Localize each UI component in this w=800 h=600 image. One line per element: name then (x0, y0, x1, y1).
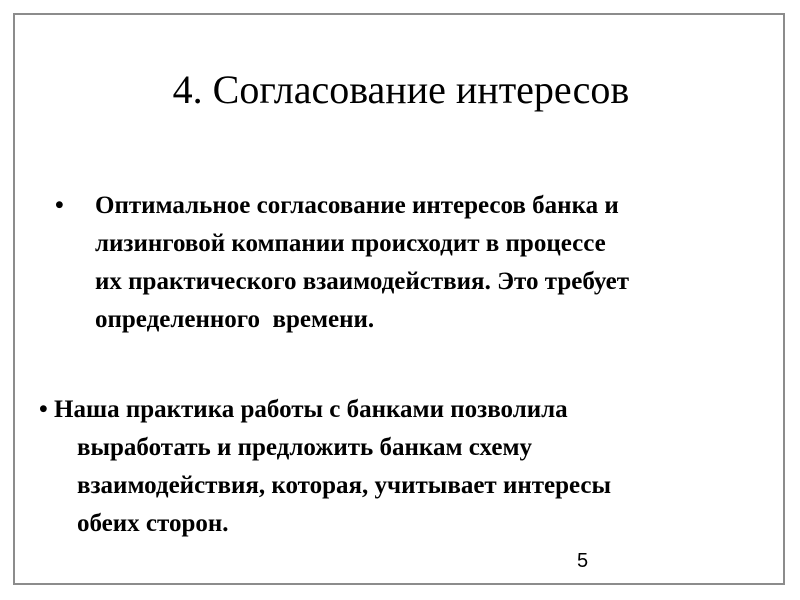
slide-title: 4. Согласование интересов (172, 67, 630, 112)
bullet-line: выработать и предложить банкам схему (77, 434, 532, 461)
bullet-line: взаимодействия, которая, учитывает интересы (77, 472, 612, 499)
bullet-item-2 (39, 391, 611, 543)
bullet-line: лизинговой компании происходит в процессе (95, 230, 606, 257)
bullet-line: обеих сторон. (77, 510, 229, 537)
bullet-marker: • (55, 192, 64, 219)
bullet-line: Наша практика работы с банками позволила (54, 396, 568, 423)
bullet-text (39, 429, 611, 543)
bullet-marker: • (39, 396, 48, 423)
slide (13, 13, 785, 585)
bullet-first-line (39, 391, 611, 429)
page-number: 5 (577, 550, 589, 572)
bullet-line: их практического взаимодействия. Это требует (95, 268, 629, 295)
bullet-line: определенного времени. (95, 306, 375, 333)
bullet-text (95, 187, 785, 339)
bullet-line: Оптимальное согласование интересов банка и (95, 192, 619, 219)
